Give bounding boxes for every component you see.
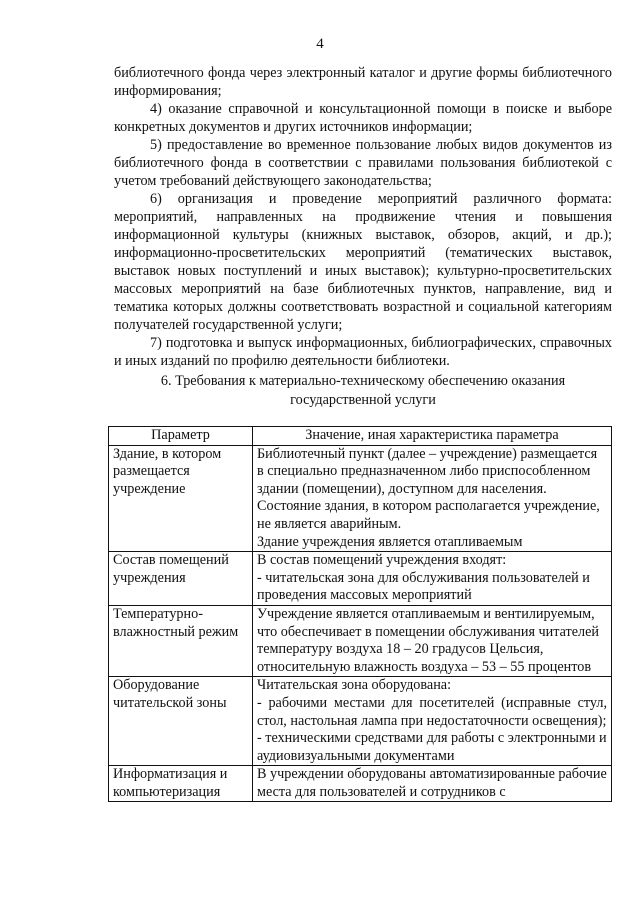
value-line: Учреждение является отапливаемым и вентилируемым, что обеспечивает в помещении обслуживания читателей температуру воздуха 18 – 20 градусов Цельсия, относительную влажность воздуха – 53 – 55 процентов [257,605,600,675]
value-cell [253,552,612,606]
requirements-table [108,426,612,802]
value-line: Библиотечный пункт (далее – учреждение) размещается в специально предназначенном либо приспособленном здании (помещении), доступном для населения. [257,445,598,497]
section-title [114,372,612,410]
paragraph: 5) предоставление во временное пользование любых видов документов из библиотечного фонда в соответствии с правилами пользования библиотекой с учетом требований действующего законодательства; [114,137,612,189]
parameter-cell: Состав помещений учреждения [109,552,253,606]
value-line: В учреждении оборудованы автоматизированные рабочие места для пользователей и сотрудников с [257,766,607,800]
value-line: - читательская зона для обслуживания пользователей и проведения массовых мероприятий [257,569,590,604]
paragraph: библиотечного фонда через электронный каталог и другие формы библиотечного информирования; [114,65,612,99]
value-cell [253,677,612,766]
parameter-cell: Оборудование читательской зоны [109,677,253,766]
section-title-line: государственной услуги [290,392,436,408]
value-line: Читательская зона оборудована: [257,677,452,694]
parameter-cell: Информатизация и компьютеризация [109,766,253,802]
paragraph: 6) организация и проведение мероприятий различного формата: мероприятий, направленных на продвижение чтения и повышения информационной культуры (книжных выставок, обзоров, акций, и др.); информационно-просветительских мероприятий (тематических выставок, выставок новых поступлений и иных выставок); культурно-просветительских массовых мероприятий на базе библиотечных пунктов, направление, вид и тематика которых должны соответствовать возрастной и социальной категориям получателей государственной услуги; [114,191,612,333]
page-number: 4 [316,36,324,52]
table-row [109,552,612,606]
section-title-line: 6. Требования к материально-техническому обеспечению оказания [160,373,566,389]
value-line: Состояние здания, в котором располагается учреждение, не является аварийным. [257,498,600,532]
table-row [109,445,612,552]
table-row [109,766,612,802]
column-header-value: Значение, иная характеристика параметра [253,427,612,446]
value-line: Здание учреждения является отапливаемым [257,533,523,550]
parameter-cell: Температурно-влажностный режим [109,605,253,676]
body-text [114,64,612,370]
column-header-parameter: Параметр [109,427,253,446]
value-line: В состав помещений учреждения входят: [257,552,507,569]
table-row [109,677,612,766]
value-cell [253,605,612,676]
paragraph: 4) оказание справочной и консультационной помощи в поиске и выборе конкретных документов и других источников информации; [114,101,612,135]
table-row [109,605,612,676]
value-line: - рабочими местами для посетителей (исправные стул, стол, настольная лампа при недостаточности освещения); [257,694,607,729]
table-header-row [109,427,612,446]
value-cell [253,445,612,552]
parameter-cell: Здание, в котором размещается учреждение [109,445,253,552]
value-line: - техническими средствами для работы с электронными и аудиовизуальными документами [257,730,607,764]
paragraph: 7) подготовка и выпуск информационных, библиографических, справочных и иных изданий по профилю деятельности библиотеки. [114,335,612,369]
value-cell [253,766,612,802]
